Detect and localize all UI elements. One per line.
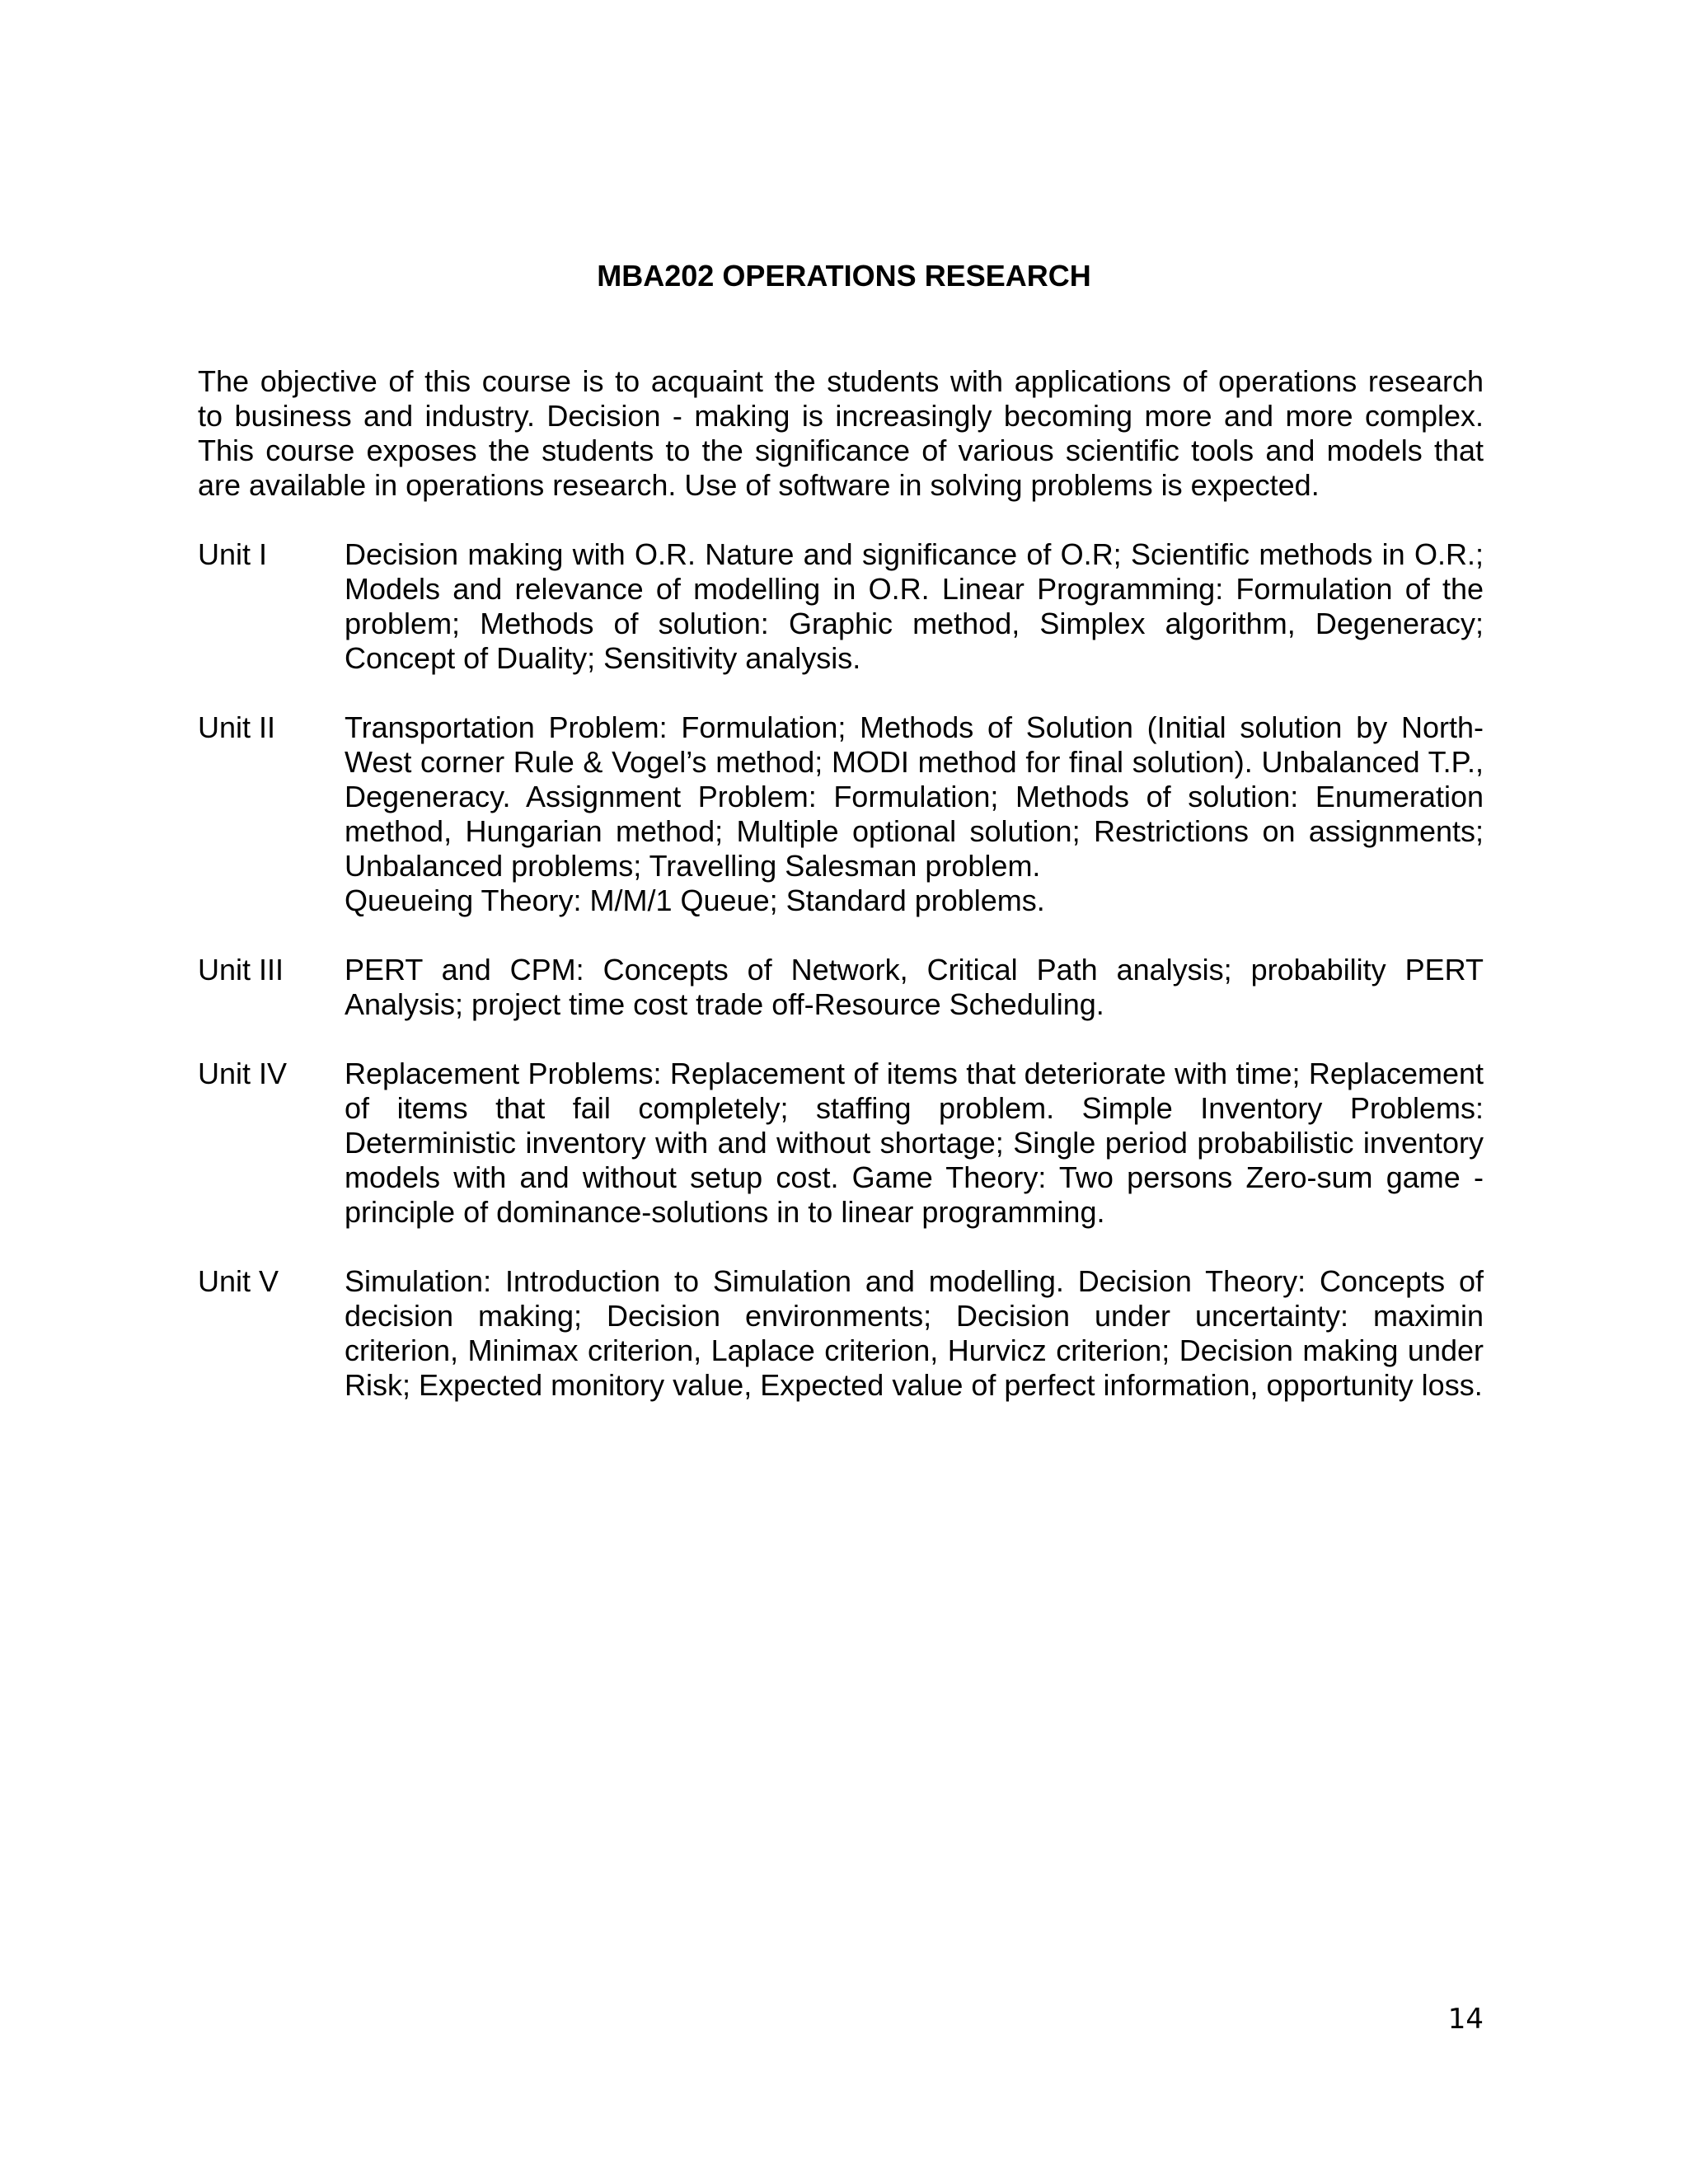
unit-description: Simulation: Introduction to Simulation and modelling. Decision Theory: Concepts of decision making; Decision environments; Decision under uncertainty: maximin criterion, Minimax criterion, Laplace criterion, Hurvicz criterion; Decision making under Risk; Expected monitory value, Expected value of perfect information, opportunity loss. xyxy=(345,1264,1484,1402)
page-title: MBA202 OPERATIONS RESEARCH xyxy=(597,259,1091,293)
unit-description-extra: Queueing Theory: M/M/1 Queue; Standard problems. xyxy=(345,883,1045,917)
unit-item xyxy=(198,1264,1484,1403)
unit-description: Decision making with O.R. Nature and significance of O.R; Scientific methods in O.R.; Models and relevance of modelling in O.R. Linear Programming: Formulation of the problem; Methods of solution: Graphic method, Simplex algorithm, Degeneracy; Concept of Duality; Sensitivity analysis. xyxy=(345,537,1484,675)
unit-body xyxy=(345,953,1484,1022)
course-objective-paragraph xyxy=(198,364,1484,503)
page-number: 14 xyxy=(1447,2003,1484,2036)
unit-description: Transportation Problem: Formulation; Methods of Solution (Initial solution by North-West corner Rule & Vogel’s method; MODI method for final solution). Unbalanced T.P., Degeneracy. Assignment Problem: Formulation; Methods of solution: Enumeration method, Hungarian method; Multiple optional solution; Restrictions on assignments; Unbalanced problems; Travelling Salesman problem. xyxy=(345,710,1484,883)
intro-line: The objective of this course is to acquaint the students with applications of operations research xyxy=(198,364,1484,398)
unit-item xyxy=(198,710,1484,918)
unit-label: Unit IV xyxy=(198,1057,288,1090)
unit-item xyxy=(198,537,1484,676)
unit-item xyxy=(198,953,1484,1022)
units-list xyxy=(198,537,1484,1437)
unit-label: Unit II xyxy=(198,710,276,744)
unit-body xyxy=(345,1057,1484,1230)
unit-body xyxy=(345,710,1484,918)
intro-line: to business and industry. Decision - making is increasingly becoming more and more complex. xyxy=(198,399,1484,433)
unit-body xyxy=(345,1264,1484,1403)
unit-label: Unit III xyxy=(198,953,284,987)
unit-body xyxy=(345,537,1484,676)
unit-label: Unit V xyxy=(198,1264,279,1298)
unit-description: PERT and CPM: Concepts of Network, Critical Path analysis; probability PERT Analysis; project time cost trade off-Resource Scheduling. xyxy=(345,953,1484,1021)
unit-item xyxy=(198,1057,1484,1230)
unit-label: Unit I xyxy=(198,537,268,571)
intro-line: are available in operations research. Use of software in solving problems is expected. xyxy=(198,468,1320,502)
unit-description: Replacement Problems: Replacement of items that deteriorate with time; Replacement of items that fail completely; staffing problem. Simple Inventory Problems: Deterministic inventory with and without shortage; Single period probabilistic inventory models with and without setup cost. Game Theory: Two persons Zero-sum game - principle of dominance-solutions in to linear programming. xyxy=(345,1057,1484,1229)
intro-line: This course exposes the students to the significance of various scientific tools and models that xyxy=(198,434,1484,467)
